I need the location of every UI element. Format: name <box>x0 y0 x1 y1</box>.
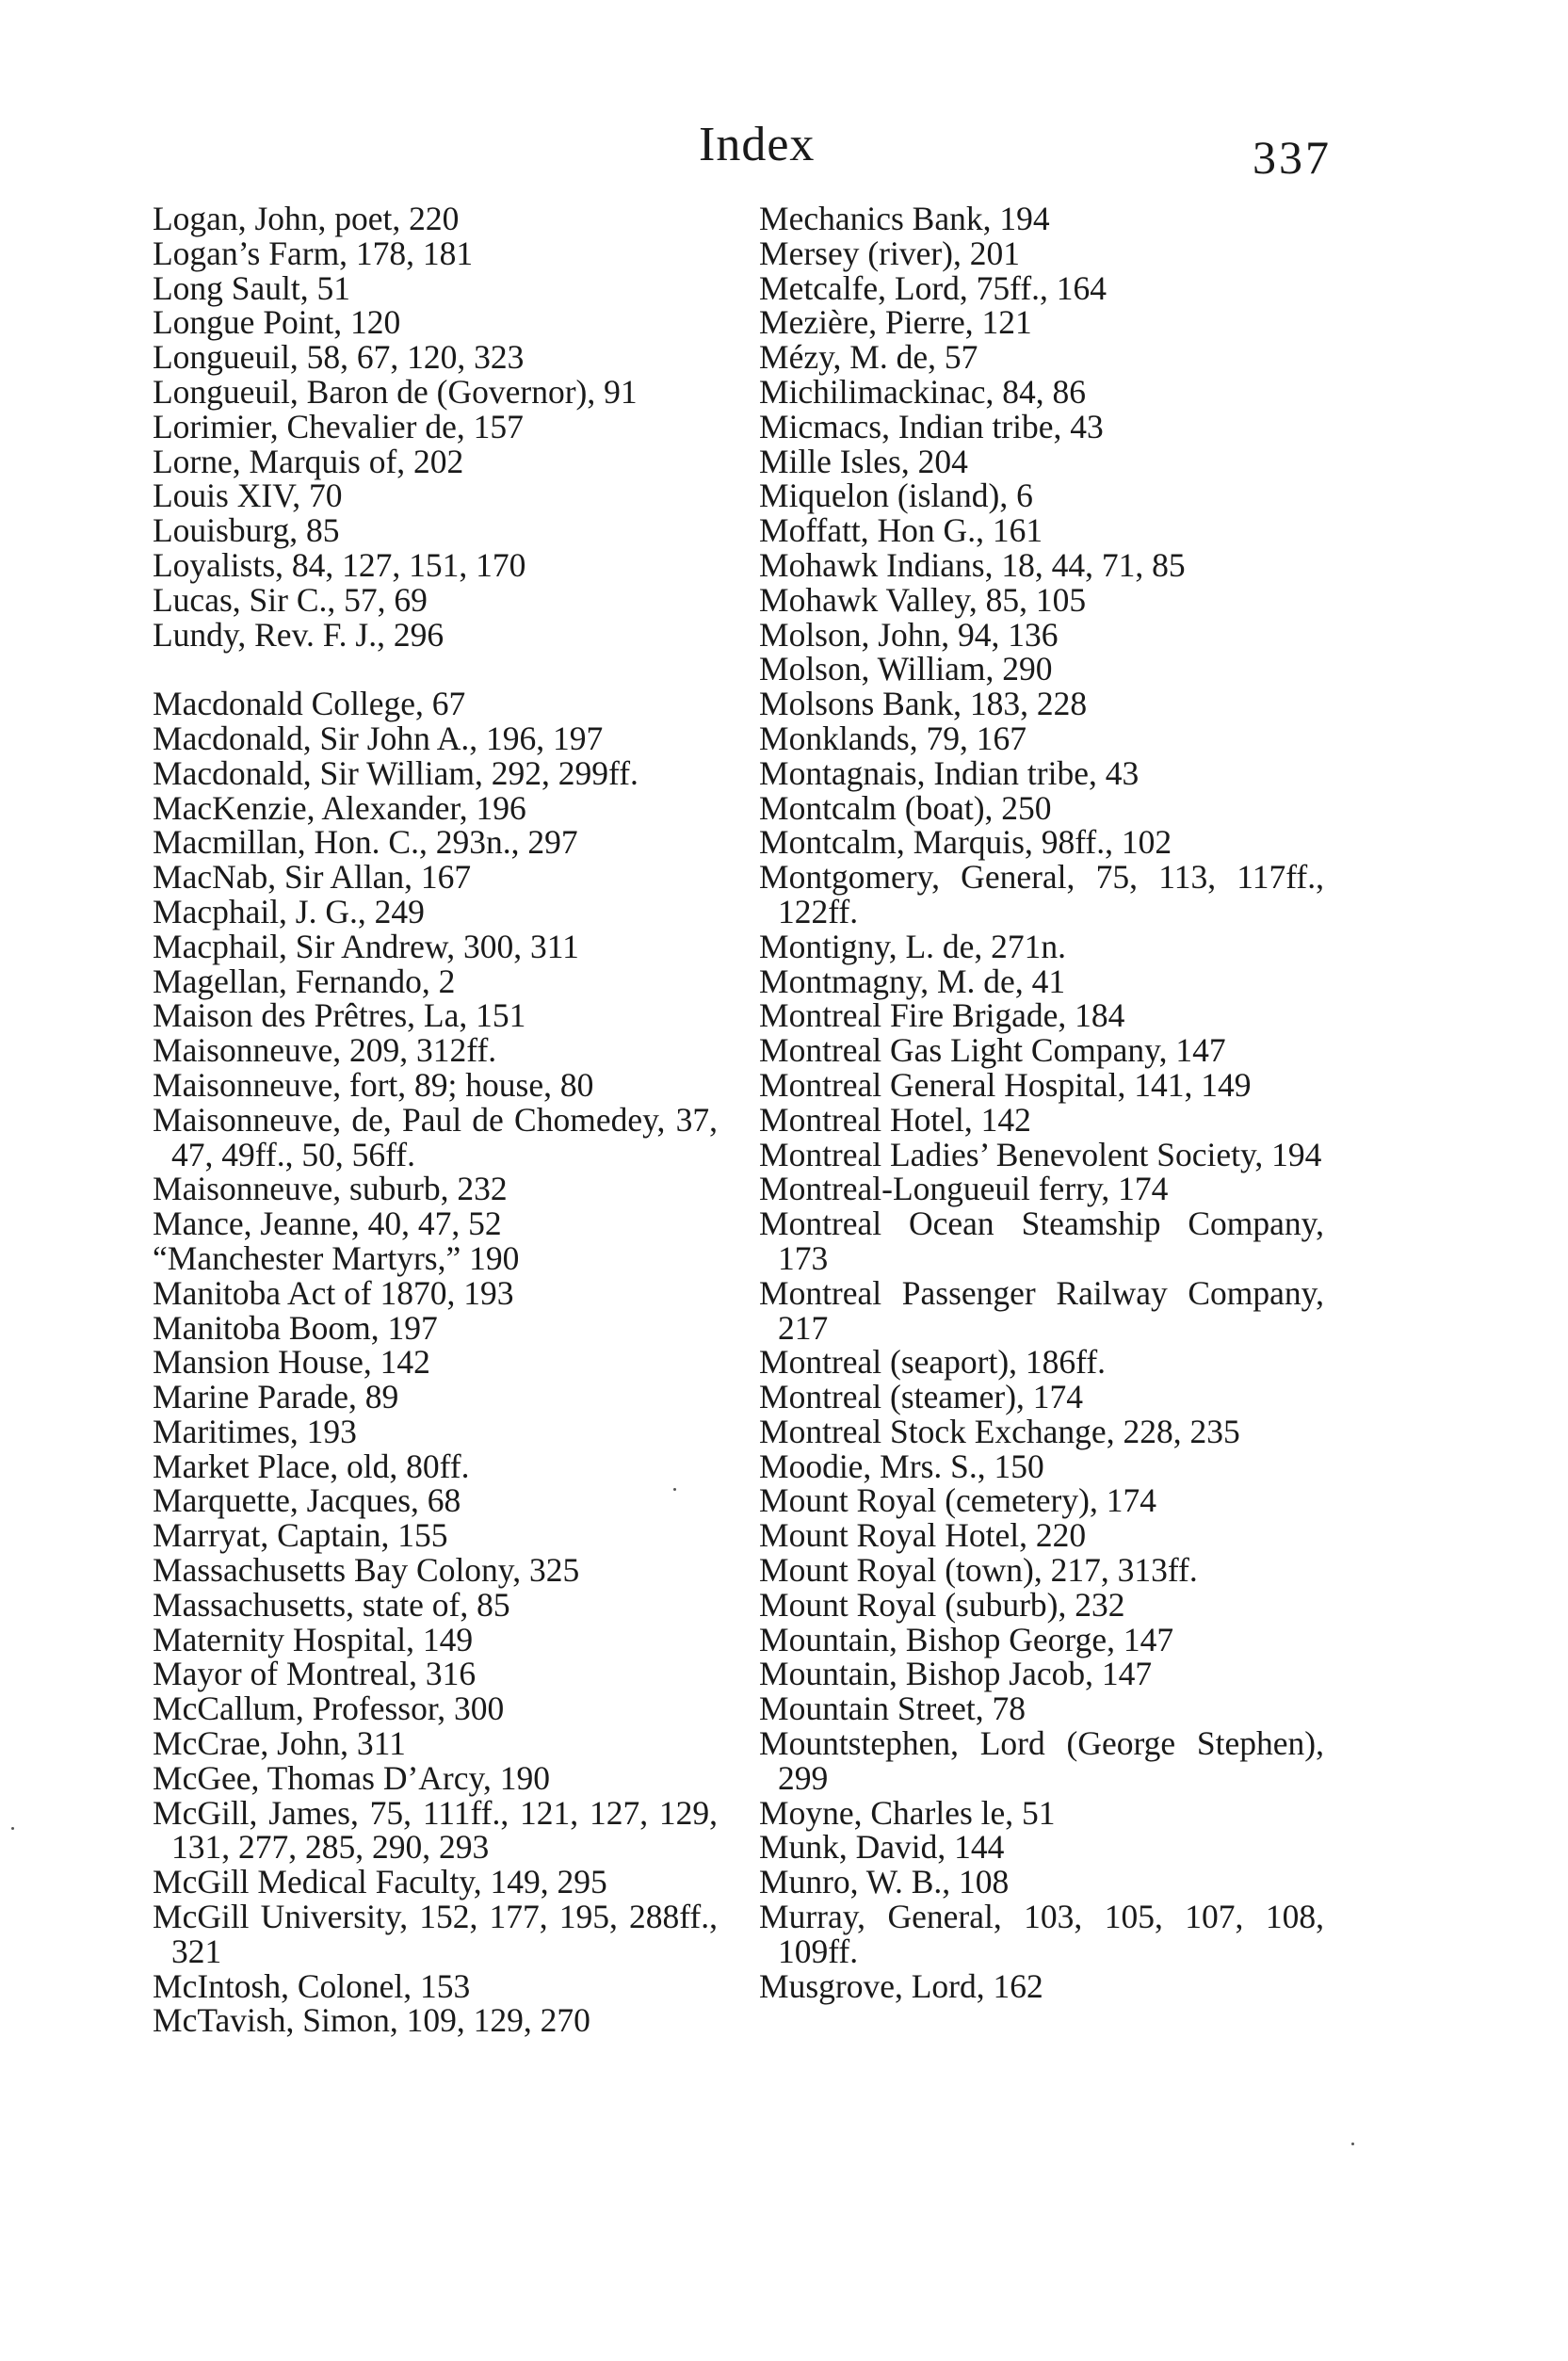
index-entry: Montmagny, M. de, 41 <box>759 962 1066 1000</box>
section-gap <box>153 652 718 687</box>
index-entry: Michilimackinac, 84, 86 <box>759 372 1087 411</box>
index-entry: Marine Parade, 89 <box>153 1378 399 1416</box>
index-entry: Mechanics Bank, 194 <box>759 200 1050 237</box>
page-number: 337 <box>1253 131 1332 184</box>
index-entry: Montreal Hotel, 142 <box>759 1100 1031 1139</box>
index-entry: Mohawk Valley, 85, 105 <box>759 580 1087 619</box>
index-entry: Montigny, L. de, 271n. <box>759 927 1067 965</box>
index-entry: Metcalfe, Lord, 75ff., 164 <box>759 268 1107 307</box>
index-entry: Molson, John, 94, 136 <box>759 615 1059 654</box>
index-entry: Montreal Ladies’ Benevolent Society, 194 <box>759 1135 1322 1173</box>
index-entry: Macdonald, Sir William, 292, 299ff. <box>153 753 639 792</box>
index-entry: Manitoba Boom, 197 <box>153 1308 438 1347</box>
ink-speck <box>11 1827 14 1830</box>
index-entry: Montreal-Longueuil ferry, 174 <box>759 1170 1169 1208</box>
index-entry: Lucas, Sir C., 57, 69 <box>153 580 428 619</box>
index-entry: Mille Isles, 204 <box>759 442 968 480</box>
index-entry: McCrae, John, 311 <box>153 1724 406 1763</box>
index-entry: Mount Royal (suburb), 232 <box>759 1585 1125 1624</box>
index-entry: Moodie, Mrs. S., 150 <box>759 1447 1044 1485</box>
index-entry: Montreal Fire Brigade, 184 <box>759 996 1125 1035</box>
index-entry: Maisonneuve, fort, 89; house, 80 <box>153 1065 594 1104</box>
ink-speck <box>1351 2143 1354 2145</box>
index-entry: Mersey (river), 201 <box>759 234 1020 272</box>
index-entry: Mohawk Indians, 18, 44, 71, 85 <box>759 545 1186 584</box>
index-entry: McTavish, Simon, 109, 129, 270 <box>153 2001 590 2040</box>
index-entry: Montcalm, Marquis, 98ff., 102 <box>759 823 1172 862</box>
index-entry: Moffatt, Hon G., 161 <box>759 511 1043 550</box>
index-entry: Longueuil, 58, 67, 120, 323 <box>153 338 525 377</box>
index-entry: Monklands, 79, 167 <box>759 719 1026 757</box>
index-entry: Mezière, Pierre, 121 <box>759 303 1032 342</box>
index-entry: Long Sault, 51 <box>153 268 351 307</box>
index-entry: Marryat, Captain, 155 <box>153 1516 448 1555</box>
index-entry: Montreal Passenger Railway Company, 217 <box>759 1273 1324 1347</box>
index-entry: Montagnais, Indian tribe, 43 <box>759 753 1140 792</box>
index-entry: McIntosh, Colonel, 153 <box>153 1966 471 2005</box>
index-entry: Macdonald College, 67 <box>153 685 466 723</box>
index-entry: McGill University, 152, 177, 195, 288ff., 321 <box>153 1898 718 1970</box>
index-entry: Maternity Hospital, 149 <box>153 1620 474 1658</box>
index-entry: Montreal General Hospital, 141, 149 <box>759 1065 1252 1104</box>
index-entry: Miquelon (island), 6 <box>759 477 1033 515</box>
index-entry: McGill Medical Faculty, 149, 295 <box>153 1863 607 1901</box>
index-entry: “Manchester Martyrs,” 190 <box>153 1238 520 1277</box>
page-title: Index <box>699 118 816 171</box>
index-entry: Mézy, M. de, 57 <box>759 338 978 377</box>
index-entry: Mountstephen, Lord (George Stephen), 299 <box>759 1724 1324 1797</box>
index-entry: Molsons Bank, 183, 228 <box>759 685 1088 723</box>
index-entry: Murray, General, 103, 105, 107, 108, 109ff. <box>759 1898 1324 1970</box>
index-entry: Mount Royal (cemetery), 174 <box>759 1481 1156 1520</box>
index-entry: MacNab, Sir Allan, 167 <box>153 858 472 897</box>
index-entry: Musgrove, Lord, 162 <box>759 1966 1043 2005</box>
index-entry: Maisonneuve, suburb, 232 <box>153 1170 508 1208</box>
index-entry: Mance, Jeanne, 40, 47, 52 <box>153 1205 502 1243</box>
index-entry: Manitoba Act of 1870, 193 <box>153 1273 514 1312</box>
index-entry: Macmillan, Hon. C., 293n., 297 <box>153 823 578 862</box>
index-entry: Moyne, Charles le, 51 <box>759 1793 1056 1832</box>
index-entry: Loyalists, 84, 127, 151, 170 <box>153 545 526 584</box>
index-entry: Mount Royal (town), 217, 313ff. <box>759 1551 1198 1590</box>
index-column-right <box>759 202 1324 2003</box>
index-entry: Louisburg, 85 <box>153 511 340 550</box>
index-entry: Longueuil, Baron de (Governor), 91 <box>153 372 638 411</box>
index-entry: McGill, James, 75, 111ff., 121, 127, 129, 131, 277, 285, 290, 293 <box>153 1793 718 1867</box>
index-entry: Montgomery, General, 75, 113, 117ff., 122ff. <box>759 858 1324 930</box>
index-entry: Market Place, old, 80ff. <box>153 1447 470 1485</box>
index-entry: Macphail, J. G., 249 <box>153 892 425 930</box>
index-entry: Massachusetts Bay Colony, 325 <box>153 1551 580 1590</box>
index-entry: Massachusetts, state of, 85 <box>153 1585 510 1624</box>
index-entry: Macdonald, Sir John A., 196, 197 <box>153 719 604 757</box>
index-entry: Lorimier, Chevalier de, 157 <box>153 407 524 445</box>
index-entry: Lundy, Rev. F. J., 296 <box>153 615 445 654</box>
index-entry: Marquette, Jacques, 68 <box>153 1481 461 1520</box>
index-entry: Logan’s Farm, 178, 181 <box>153 234 474 272</box>
index-entry: Macphail, Sir Andrew, 300, 311 <box>153 927 579 965</box>
index-entry: Mountain, Bishop George, 147 <box>759 1620 1174 1658</box>
index-entry: Mayor of Montreal, 316 <box>153 1655 477 1693</box>
index-entry: Maisonneuve, 209, 312ff. <box>153 1031 497 1070</box>
index-entry: Logan, John, poet, 220 <box>153 200 460 237</box>
index-entry: Montreal Ocean Steamship Company, 173 <box>759 1205 1324 1277</box>
index-entry: Mountain, Bishop Jacob, 147 <box>759 1655 1153 1693</box>
index-entry: MacKenzie, Alexander, 196 <box>153 788 526 827</box>
index-entry: Mount Royal Hotel, 220 <box>759 1516 1087 1555</box>
index-entry: Molson, William, 290 <box>759 650 1053 688</box>
index-entry: Maisonneuve, de, Paul de Chomedey, 37, 47, 49ff., 50, 56ff. <box>153 1100 718 1173</box>
index-entry: McGee, Thomas D’Arcy, 190 <box>153 1758 550 1797</box>
index-entry: Louis XIV, 70 <box>153 477 343 515</box>
ink-speck <box>673 1488 676 1491</box>
index-entry: Montreal (seaport), 186ff. <box>759 1343 1107 1382</box>
index-entry: Montreal (steamer), 174 <box>759 1378 1084 1416</box>
index-entry: Maison des Prêtres, La, 151 <box>153 996 526 1035</box>
index-column-left <box>153 202 718 2038</box>
index-entry: Maritimes, 193 <box>153 1412 357 1450</box>
index-entry: Longue Point, 120 <box>153 303 401 342</box>
index-entry: Micmacs, Indian tribe, 43 <box>759 407 1104 445</box>
index-entry: Mansion House, 142 <box>153 1343 430 1382</box>
index-entry: Montcalm (boat), 250 <box>759 788 1052 827</box>
index-entry: Munro, W. B., 108 <box>759 1863 1010 1901</box>
index-entry: McCallum, Professor, 300 <box>153 1690 505 1728</box>
index-entry: Magellan, Fernando, 2 <box>153 962 456 1000</box>
index-entry: Mountain Street, 78 <box>759 1690 1026 1728</box>
index-entry: Montreal Stock Exchange, 228, 235 <box>759 1412 1240 1450</box>
index-entry: Munk, David, 144 <box>759 1828 1005 1867</box>
index-entry: Lorne, Marquis of, 202 <box>153 442 464 480</box>
index-entry: Montreal Gas Light Company, 147 <box>759 1031 1226 1070</box>
